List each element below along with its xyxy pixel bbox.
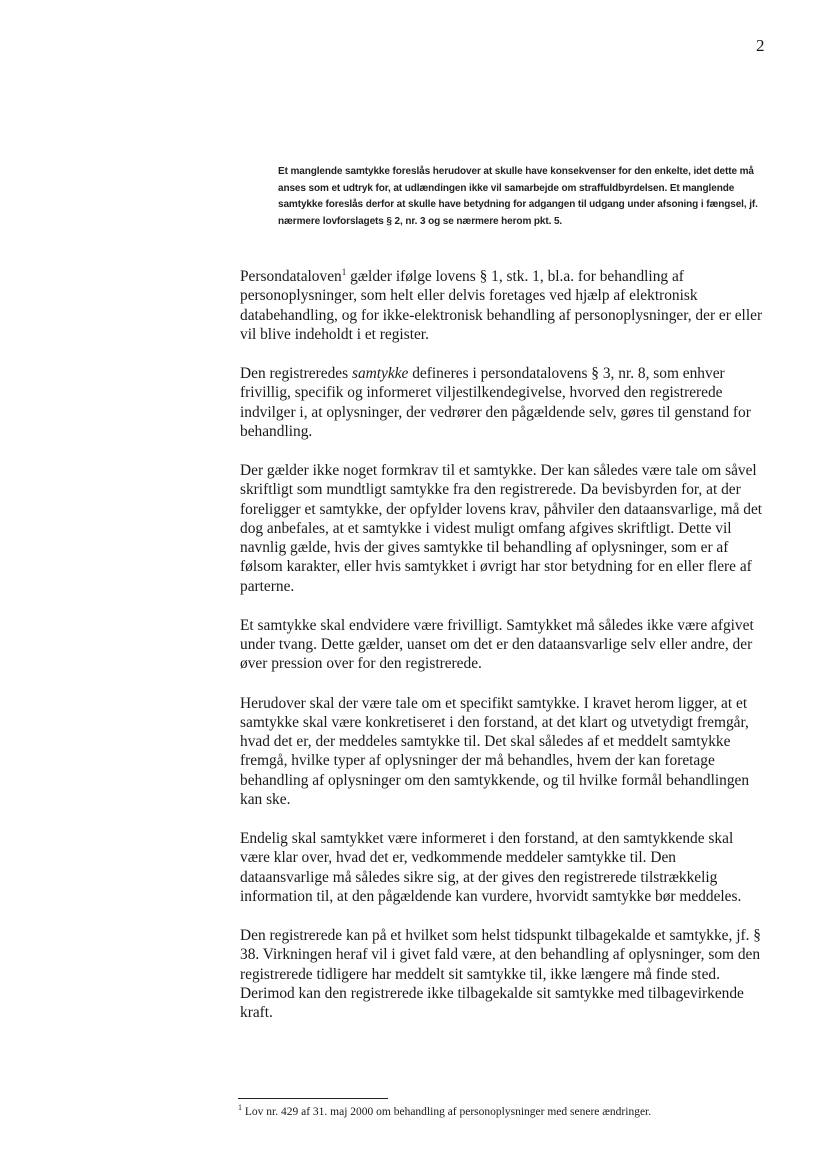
quoted-bill-excerpt: Et manglende samtykke foreslås herudover at skulle have konsekvenser for den enkelte, idet dette må anses som et udtryk for, at udlændingen ikke vil samarbejde om straffuldbyrdelsen. Et manglende samtykke foreslås derfor at skulle have betydning for adgangen til udgang under afsoning i fængsel, jf. nærmere lovforslagets § 2, nr. 3 og se nærmere herom pkt. 5. <box>278 166 758 227</box>
body-text <box>240 267 766 1042</box>
footnote <box>238 1105 778 1119</box>
paragraph-form-requirement: Der gælder ikke noget formkrav til et samtykke. Der kan således være tale om såvel skriftligt som mundtligt samtykke fra den registrerede. Da bevisbyrden for, at der foreligger et samtykke, der opfylder lovens krav, påhviler den dataansvarlige, må det dog anbefales, at et samtykke i videst muligt omfang afgives skriftligt. Dette vil navnlig gælde, hvis der gives samtykke til behandling af oplysninger, som er af følsom karakter, eller hvis samtykket i øvrigt har stor betydning for en eller flere af parterne. <box>240 461 763 595</box>
footnote-divider <box>238 1098 388 1099</box>
page-number: 2 <box>756 36 765 55</box>
paragraph-voluntary: Et samtykke skal endvidere være frivilligt. Samtykket må således ikke være afgivet under tvang. Dette gælder, uanset om det er den dataansvarlige selv eller andre, der øver pression over for den registrerede. <box>240 616 754 673</box>
paragraph-text: Den registreredes <box>240 364 352 382</box>
footnote-marker: 1 <box>238 1103 242 1113</box>
paragraph-informed: Endelig skal samtykket være informeret i den forstand, at den samtykkende skal være klar over, hvad det er, vedkommende meddeler samtykke til. Den dataansvarlige må således sikre sig, at der gives den registrerede tilstrækkelig information til, at den pågældende kan vurdere, hvorvidt samtykke bør meddeles. <box>240 830 742 905</box>
paragraph-withdrawal: Den registrerede kan på et hvilket som helst tidspunkt tilbagekalde et samtykke, jf. § 38. Virkningen heraf vil i givet fald være, at den behandling af oplysninger, som den registrerede tidligere har meddelt sit samtykke til, ikke længere må finde sted. Derimod kan den registrerede ikke tilbagekalde sit samtykke med tilbagevirkende kraft. <box>240 927 762 1022</box>
footnote-reference: 1 <box>341 266 347 277</box>
paragraph-text: defineres i persondatalovens § 3, nr. 8, som enhver frivillig, specifik og informeret viljestilkendegivelse, hvorved den registrerede indvilger i, at oplysninger, der vedrører den pågældende selv, gøres til genstand for behandling. <box>240 364 751 440</box>
paragraph-persondataloven <box>240 267 766 344</box>
footnote-text: Lov nr. 429 af 31. maj 2000 om behandling af personoplysninger med senere ændringer. <box>242 1106 652 1118</box>
law-name: Persondataloven <box>240 268 342 285</box>
emphasized-term: samtykke <box>351 364 409 382</box>
paragraph-consent-definition <box>240 364 766 441</box>
paragraph-specific: Herudover skal der være tale om et specifikt samtykke. I kravet herom ligger, at et samtykke skal være konkretiseret i den forstand, at det klart og utvetydigt fremgår, hvad det er, der meddeles samtykke til. Det skal således af et meddelt samtykke fremgå, hvilke typer af oplysninger der må behandles, hvem der kan foretage behandling af oplysninger om den samtykkende, og til hvilke formål behandlingen kan ske. <box>240 694 750 809</box>
paragraph-text: gælder ifølge lovens § 1, stk. 1, bl.a. for behandling af personoplysninger, som helt eller delvis foretages ved hjælp af elektronisk databehandling, og for ikke-elektronisk behandling af personoplysninger, der er eller vil blive indeholdt i et register. <box>240 268 763 343</box>
